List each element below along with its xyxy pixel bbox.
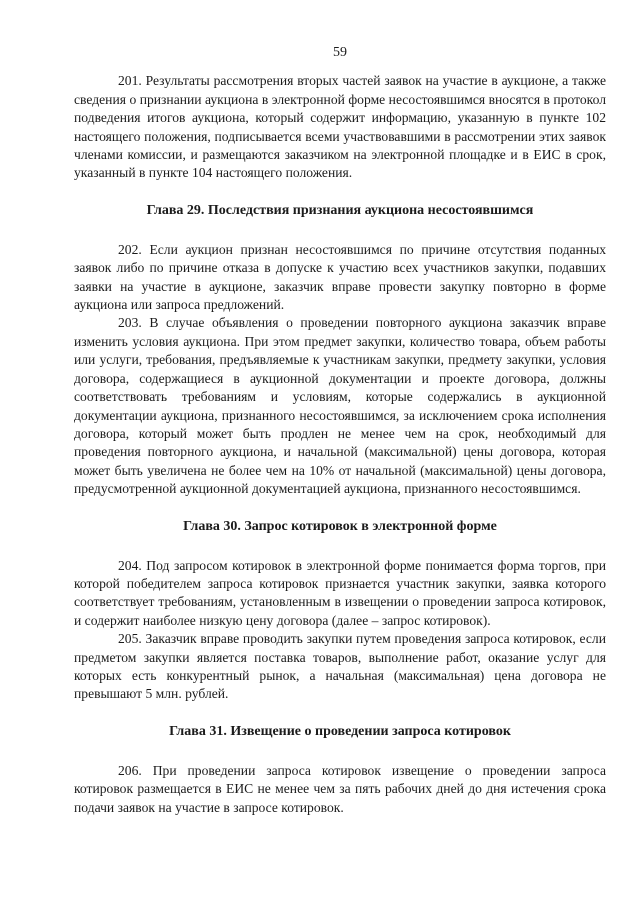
- spacer: [74, 536, 606, 557]
- paragraph-204: 204. Под запросом котировок в электронной форме понимается форма торгов, при которой победителем запроса котировок признается участник закупки, заявка которого соответствует требованиям, установленным в извещении о проведении запроса котировок, и содержит наиболее низкую цену договора (далее – запрос котировок).: [74, 557, 606, 628]
- chapter-29-heading: Глава 29. Последствия признания аукциона несостоявшимся: [146, 202, 534, 218]
- chapter-31-heading: Глава 31. Извещение о проведении запроса котировок: [169, 723, 511, 739]
- page-number: 59: [333, 45, 347, 60]
- spacer: [74, 183, 606, 202]
- chapter-30-heading: Глава 30. Запрос котировок в электронной форме: [183, 518, 497, 534]
- spacer: [74, 741, 606, 762]
- spacer: [74, 499, 606, 518]
- spacer: [74, 704, 606, 723]
- paragraph-205: 205. Заказчик вправе проводить закупки путем проведения запроса котировок, если предметом закупки является поставка товаров, выполнение работ, оказание услуг для которых есть конкурентный рынок, а начальная (максимальная) цена договора не превышают 5 млн. рублей.: [74, 631, 606, 702]
- paragraph-203: 203. В случае объявления о проведении повторного аукциона заказчик вправе изменить условия аукциона. При этом предмет закупки, количество товара, объем работы или услуги, требования, предъявляемые к участникам закупки, предмету закупки, условия договора, содержащиеся в аукционной документации и проекте договора, должны соответствовать требованиям и условиям, которые содержались в аукционной документации аукциона, признанного несостоявшимся, за исключением срока исполнения договора, который может быть продлен не менее чем на срок, необходимый для проведения повторного аукциона, и начальной (максимальной) цены договора, которая может быть увеличена не более чем на 10% от начальной (максимальной) цены договора, предусмотренной аукционной документацией аукциона, признанного несостоявшимся.: [74, 315, 606, 497]
- paragraph-201: 201. Результаты рассмотрения вторых частей заявок на участие в аукционе, а также сведения о признании аукциона в электронной форме несостоявшимся вносятся в протокол подведения итогов аукциона, который содержит информацию, указанную в пункте 102 настоящего положения, подписывается всеми участвовавшими в рассмотрении этих заявок членами комиссии, и размещаются заказчиком на электронной площадке и в ЕИС в срок, указанный в пункте 104 настоящего положения.: [74, 73, 606, 181]
- paragraph-202: 202. Если аукцион признан несостоявшимся по причине отсутствия поданных заявок либо по причине отказа в допуске к участию всех участников закупки, подавших заявки на участие в аукционе, заказчик вправе провести закупку повторно в форме аукциона или запроса предложений.: [74, 241, 606, 313]
- spacer: [74, 220, 606, 241]
- paragraph-206: 206. При проведении запроса котировок извещение о проведении запроса котировок размещается в ЕИС не менее чем за пять рабочих дней до дня истечения срока подачи заявок на участие в запросе котировок.: [74, 762, 606, 815]
